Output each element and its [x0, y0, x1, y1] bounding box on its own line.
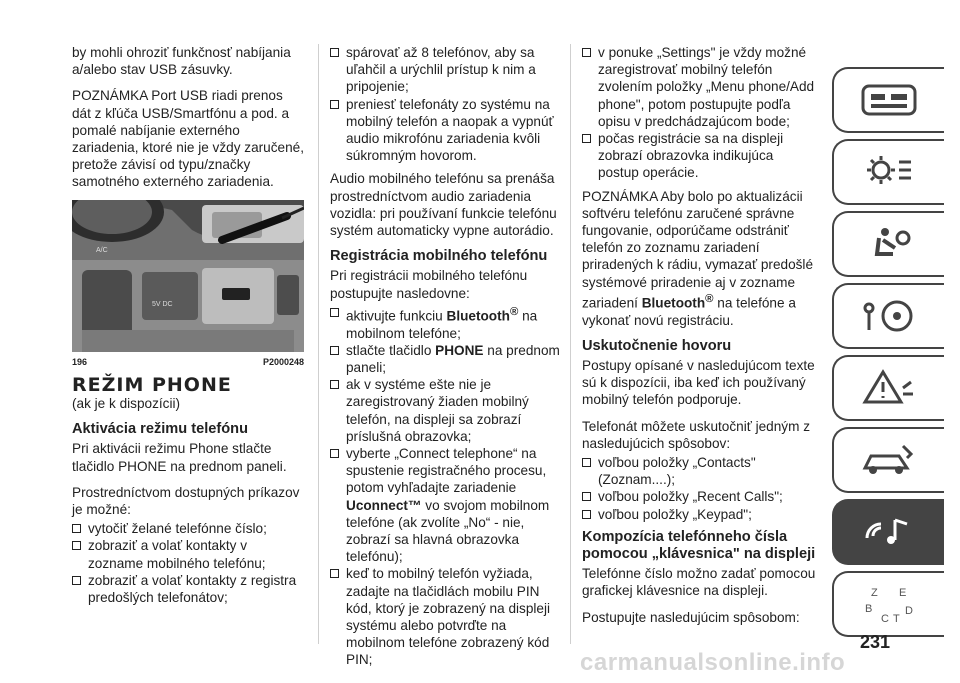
index-letter: D — [905, 605, 913, 617]
dc-label: 5V DC — [152, 300, 173, 308]
bullet-item: zobraziť a volať kontakty z registra predošlých telefonátov; — [72, 572, 304, 606]
tab-multimedia[interactable] — [832, 499, 944, 565]
index-letter: E — [899, 587, 907, 599]
call-heading: Uskutočnenie hovoru — [582, 337, 732, 354]
seat-airbag-icon — [859, 224, 919, 264]
bullet-text: vo svojom mobilnom telefóne (ak zvolíte „No“ - nie, zobrazí sa hlavná obrazovka telefónu); — [346, 497, 550, 565]
tab-emergency[interactable] — [832, 355, 944, 421]
bullet-text: stlačte tlačidlo — [346, 342, 436, 358]
bullet-item: počas registrácie sa na displeji zobrazí obrazovka indikujúca postup operácie. — [582, 130, 816, 182]
figure-number: 196 — [72, 356, 88, 367]
multimedia-icon — [859, 512, 919, 552]
bullet-item — [330, 342, 562, 376]
tab-service[interactable] — [832, 427, 944, 493]
bullet-text: na prednom paneli; — [346, 342, 560, 375]
index-letter: B — [865, 603, 873, 615]
bullet-text: na mobilnom telefóne; — [346, 308, 538, 341]
index-letter: T — [893, 613, 900, 625]
bullet-item: preniesť telefonáty zo systému na mobilný telefón a naopak a vypnúť audio mikrofónu zariadenia kvôli súkromným hovorom. — [330, 96, 562, 165]
figure-caption — [72, 354, 304, 371]
bullet-item: vytočiť želané telefónne číslo; — [72, 520, 304, 537]
column-divider — [318, 44, 319, 644]
section-subtitle: (ak je k dispozícii) — [72, 396, 181, 412]
car-dashboard-icon — [859, 80, 919, 120]
bullet-item: v ponuke „Settings" je vždy možné zaregistrovať mobilný telefón zvolením položky „Menu phone/Add phone", potom postupujte podľa opisu v predchádzajúcom bode; — [582, 44, 816, 130]
bullet-text: aktivujte funkciu — [346, 308, 447, 324]
bullet-item: zobraziť a volať kontakty v zozname mobilného telefónu; — [72, 537, 304, 571]
watermark: carmanualsonline.info — [580, 649, 846, 676]
bullet-item — [330, 304, 562, 342]
bullet-item: voľbou položky „Recent Calls"; — [582, 488, 816, 505]
note-text: POZNÁMKA Aby bolo po aktualizácii softvéru telefónu zaručené správne fungovanie, odporúčame odstrániť telefón zo zoznamu zariadení priradených k rádiu, vymazať predošlé systémové priradenie aj v zozname zariadení — [582, 188, 814, 311]
column-1 — [72, 44, 304, 606]
registered-mark: ® — [509, 305, 519, 318]
registered-mark: ® — [705, 292, 714, 305]
bullet-text: vyberte „Connect telephone“ na spustenie registračného procesu, potom vyhľadajte zariadenie — [346, 446, 547, 496]
bullet-item: voľbou položky „Contacts" (Zoznam....); — [582, 454, 816, 488]
tab-driving[interactable] — [832, 283, 944, 349]
chapter-tabs — [832, 67, 944, 643]
section-title: REŽIM PHONE — [72, 373, 232, 396]
usb-port-photo — [72, 200, 304, 352]
procedure-text: Postupujte nasledujúcim spôsobom: — [582, 609, 800, 625]
usb-note: POZNÁMKA Port USB riadi prenos dát z kľúča USB/Smartfónu a pod. a pomalé nabíjanie externého zariadenia, ktoré nie je vždy zaručené, pretože závisí od typu/značky samotného externého zariadenia. — [72, 88, 304, 190]
bullet-item: spárovať až 8 telefónov, aby sa uľahčil a urýchlil prístup k nim a pripojenie; — [330, 44, 562, 96]
activation-text: Pri aktivácii režimu Phone stlačte tlačidlo PHONE na prednom paneli. — [72, 441, 287, 474]
car-service-icon — [859, 440, 919, 480]
column-2 — [330, 44, 562, 669]
bullet-item: voľbou položky „Keypad"; — [582, 506, 816, 523]
column-divider — [570, 44, 571, 644]
keypad-heading: Kompozícia telefónneho čísla pomocou „klávesnica" na displeji — [582, 528, 816, 563]
tab-car-dashboard[interactable] — [832, 67, 944, 133]
keypad-text: Telefónne číslo možno zadať pomocou grafickej klávesnice na displeji. — [582, 566, 816, 599]
tab-climate-lights[interactable] — [832, 139, 944, 205]
bullet-item: ak v systéme ešte nie je zaregistrovaný žiaden mobilný telefón, na displeji sa zobrazí príslušná obrazovka; — [330, 376, 562, 445]
usb-port-illustration — [72, 200, 304, 352]
bullet-item — [330, 445, 562, 565]
index-letter: Z — [871, 587, 878, 599]
figure-code: P2000248 — [262, 356, 304, 367]
bullet-item: keď to mobilný telefón vyžiada, zadajte na tlačidlách mobilu PIN kód, ktorý je zobrazený na displeji systému alebo potvrďte na mobilnom telefóne zobrazený kód PIN; — [330, 565, 562, 668]
column-3 — [582, 44, 816, 635]
uconnect-term: Uconnect™ — [346, 497, 422, 513]
phone-term: PHONE — [435, 342, 484, 358]
commands-text: Prostredníctvom dostupných príkazov je možné: — [72, 484, 300, 518]
tab-safety[interactable] — [832, 211, 944, 277]
intro-paragraph: by mohli ohroziť funkčnosť nabíjania a/alebo stav USB zásuvky. — [72, 45, 291, 78]
registration-text: Pri registrácii mobilného telefónu postupujte nasledovne: — [330, 268, 528, 301]
activation-heading: Aktivácia režimu telefónu — [72, 421, 248, 438]
key-steering-icon — [859, 296, 919, 336]
page-number: 231 — [859, 632, 890, 652]
note-text: na telefóne a vykonať novú registráciu. — [582, 295, 796, 328]
warning-triangle-icon — [859, 368, 919, 408]
index-letter: C — [881, 613, 889, 625]
call-availability-text: Postupy opísané v nasledujúcom texte sú k dispozícii, iba keď ich používaný mobilný telefón podporuje. — [582, 357, 815, 408]
ac-label: A/C — [96, 246, 108, 254]
climate-light-icon — [859, 152, 919, 192]
index-letters-icon — [859, 582, 919, 626]
tab-index[interactable] — [832, 571, 944, 637]
bluetooth-term: Bluetooth — [641, 295, 706, 311]
update-note — [582, 188, 816, 329]
call-methods-text: Telefonát môžete uskutočniť jedným z nasledujúcich spôsobov: — [582, 418, 810, 451]
registration-heading: Registrácia mobilného telefónu — [330, 248, 548, 265]
audio-text: Audio mobilného telefónu sa prenáša prostredníctvom audio zariadenia vozidla: pri používaní funkcie telefónu systém automaticky vypne autorádio. — [330, 171, 557, 239]
bluetooth-term: Bluetooth — [446, 308, 510, 324]
